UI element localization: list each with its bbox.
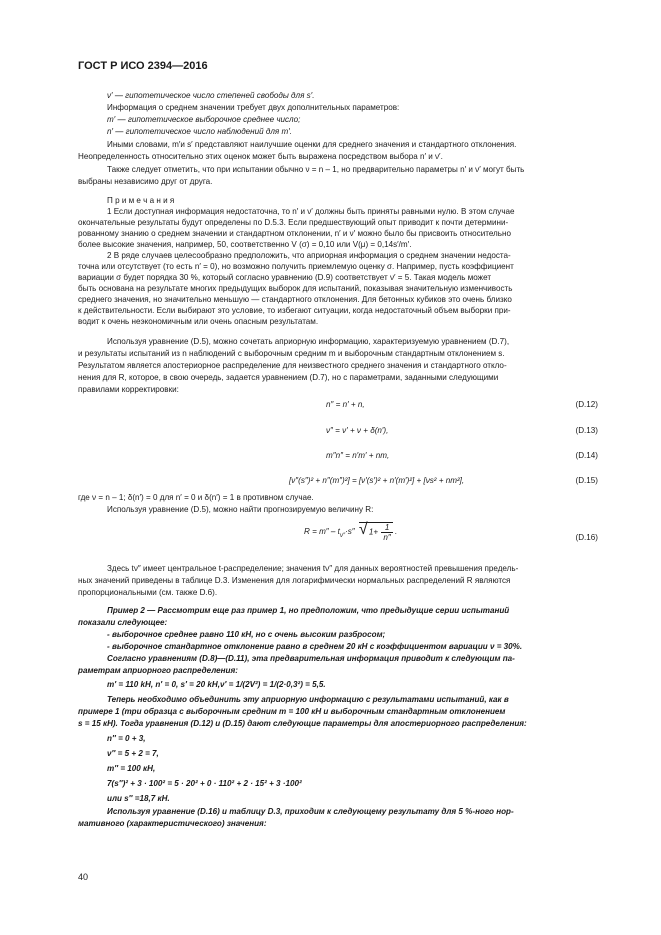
where-line: где ν = n – 1; δ(n′) = 0 для n′ = 0 и δ(n′) = 1 в противном случае. (78, 493, 314, 502)
example-line: Пример 2 — Рассмотрим еще раз пример 1, но предположим, что предыдущие серии испытаний (107, 606, 510, 615)
example-line: m″ = 100 кН, (107, 764, 156, 773)
example-line: - выборочное среднее равно 110 кН, но с очень высоким разбросом; (107, 630, 386, 639)
text-line: Неопределенность относительно этих оценок может быть выражена посредством выбора n′ и ν′. (78, 152, 443, 161)
note-line: к действительности. Если выбирают это условие, то избегают ситуации, когда недостаточный объем выборки при- (78, 306, 511, 315)
example-line: n″ = 0 + 3, (107, 734, 146, 743)
text-line: и результаты испытаний из n наблюдений с выборочным средним m и выборочным стандартным отклонением s. (78, 349, 505, 358)
note-line: точна или отсутствует (то есть n′ = 0), но возможно получить приемлемую оценку σ. Например, пусть коэффициент (78, 262, 514, 271)
example-line: Используя уравнение (D.16) и таблицу D.3, приходим к следующему результату для 5 %-ного нор- (107, 807, 514, 816)
text-line: Здесь tν″ имеет центральное t-распределение; значения tν″ для данных вероятностей превышения предель- (107, 564, 519, 573)
example-line: мативного (характеристического) значения: (78, 819, 267, 828)
example-line: ν″ = 5 + 2 = 7, (107, 749, 159, 758)
fraction-denominator: n″ (383, 533, 391, 542)
note-line: быть основана на результате многих предыдущих выборок для испытаний, показывая значительную изменчивость (78, 284, 513, 293)
text-line: выбраны независимо друг от друга. (78, 177, 213, 186)
text-line: правилами корректировки: (78, 385, 179, 394)
note-line: водит к очень неэкономичным или очень опасным результатам. (78, 317, 319, 326)
text-line: Иными словами, m′и s′ представляют наилучшие оценки для среднего значения и стандартного отклонения. (107, 140, 517, 149)
equation-d12: n″ = n′ + n, (326, 400, 365, 409)
page-number: 40 (78, 872, 89, 882)
note-line: 1 Если доступная информация недостаточна, то n′ и ν′ должны быть приняты равными нулю. В этом случае (107, 207, 515, 216)
text-line: пропорциональными (см. также D.6). (78, 588, 218, 597)
note-line: среднего значения, но значительно меньшую — стандартного отклонения. Для бетонных кубиков это очень близко (78, 295, 512, 304)
note-line: 2 В ряде случаев целесообразно предположить, что априорная информация о среднем значении недоста- (107, 251, 511, 260)
formula-part: R = m″ – t (304, 527, 340, 537)
equation-number: (D.15) (575, 476, 598, 485)
text-line: n′ — гипотетическое число наблюдений для m′. (107, 127, 293, 136)
text-line: Информация о среднем значении требует двух дополнительных параметров: (107, 103, 400, 112)
document-header: ГОСТ Р ИСО 2394—2016 (78, 60, 208, 72)
text-line: m′ — гипотетическое выборочное среднее число; (107, 115, 301, 124)
text-line: ν′ — гипотетическое число степеней свободы для s′. (107, 91, 315, 100)
equation-number: (D.12) (575, 400, 598, 409)
notes-heading: П р и м е ч а н и я (107, 196, 175, 205)
example-line: или s″ =18,7 кН. (107, 794, 170, 803)
equation-number: (D.16) (575, 533, 598, 542)
example-line: 7(s″)² + 3 · 100² = 5 · 20² + 0 · 110² + 2 · 15² + 3 ·100² (107, 779, 302, 788)
example-line: показали следующее: (78, 618, 168, 627)
sqrt-symbol: √ 1+ $\frac{1}{n''}$ (358, 521, 391, 542)
example-line: раметрам априорного распределения: (78, 666, 238, 675)
formula-part: ·s″ (345, 527, 355, 537)
equation-d15: [ν″(s″)² + n″(m″)²] = [ν′(s′)² + n′(m′)²] + [νs² + nm²], (289, 476, 465, 485)
equation-d13: ν″ = ν′ + ν + δ(n′), (326, 426, 389, 435)
equation-number: (D.13) (575, 426, 598, 435)
text-line: Также следует отметить, что при испытании обычно ν = n – 1, но предварительно параметры n′ и ν′ могут быть (107, 165, 525, 174)
equation-d16 (304, 522, 397, 552)
formula-part: 1+ (368, 527, 379, 537)
note-line: более высокие значения, например, 50, соответственно V (σ) = 0,10 или V(μ) = 0,14s′/m′. (78, 240, 412, 249)
formula-part: . (395, 527, 398, 537)
example-line: - выборочное стандартное отклонение равно в среднем 20 кН с коэффициентом вариации ν = 30%. (107, 642, 523, 651)
example-line: Теперь необходимо объединить эту априорную информацию с результатами испытаний, как в (107, 695, 509, 704)
example-line: примере 1 (три образца с выборочным средним m = 100 кН и выборочным стандартным отклонением (78, 707, 506, 716)
equation-number: (D.14) (575, 451, 598, 460)
note-line: рованному знанию о среднем значении и стандартном отклонении, n′ и ν′ можно было бы присвоить относительно (78, 229, 511, 238)
note-line: окончательные результаты будут определены по D.5.3. Если предшествующий опыт приводит к почти детермини- (78, 218, 509, 227)
example-line: m′ = 110 kH, n′ = 0, s′ = 20 kH,ν′ = 1/(2V²) = 1/(2·0,3²) = 5,5. (107, 680, 326, 689)
note-line: вариации σ будет порядка 30 %, который согласно уравнению (D.9) соответствует ν′ = 5. Такая модель может (78, 273, 492, 282)
example-line: Согласно уравнениям (D.8)—(D.11), эта предварительная информация приводит к следующим па- (107, 654, 515, 663)
fraction-numerator: 1 (381, 523, 392, 533)
equation-d14: m″n″ = n′m′ + nm, (326, 451, 390, 460)
text-line: Используя уравнение (D.5), можно найти прогнозируемую величину R: (107, 505, 374, 514)
text-line: Используя уравнение (D.5), можно сочетать априорную информацию, характеризуемую уравнением (D.7), (107, 337, 510, 346)
example-line: s = 15 кН). Тогда уравнения (D.12) и (D.15) дают следующие параметры для апостериорного распределения: (78, 719, 527, 728)
text-line: нения для R, которое, в свою очередь, задается уравнением (D.7), но с параметрами, заданными следующими (78, 373, 499, 382)
text-line: ных значений приведены в таблице D.3. Изменения для логарифмически нормальных распределений R являются (78, 576, 511, 585)
formula-subscript: ν″ (339, 532, 346, 539)
text-line: Результатом является апостериорное распределение для неизвестного среднего значения и стандартного откло- (78, 361, 507, 370)
